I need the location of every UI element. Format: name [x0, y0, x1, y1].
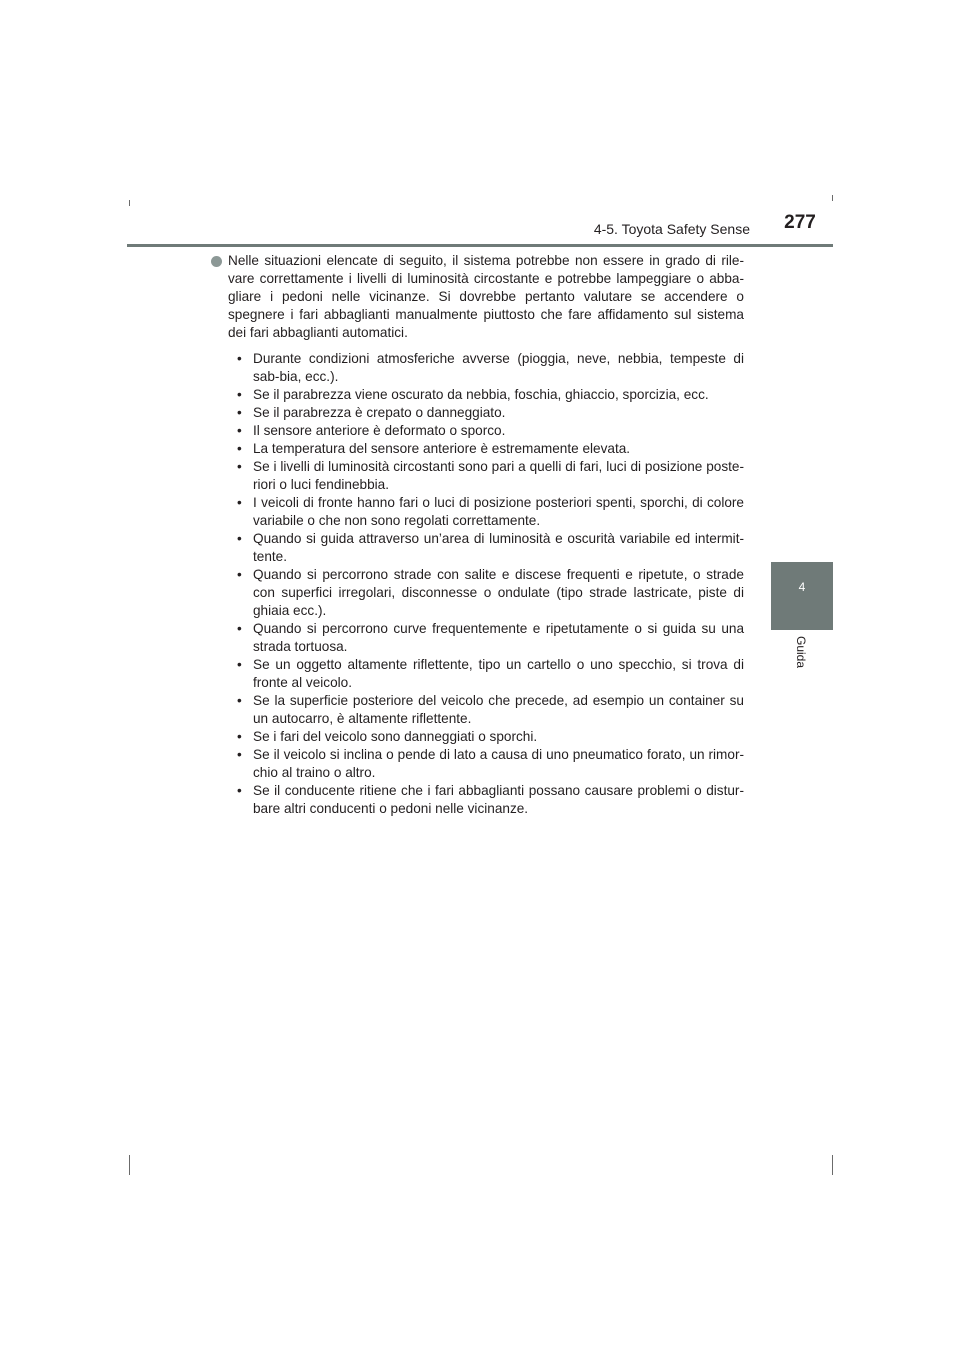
bullet-icon: •	[237, 387, 242, 402]
bullet-icon: •	[237, 405, 242, 420]
crop-mark-top-left	[129, 200, 130, 206]
bullet-icon: •	[237, 441, 242, 456]
list-item	[228, 782, 744, 818]
list-item	[228, 530, 744, 566]
bullet-icon: •	[237, 621, 242, 636]
chapter-label: Guida	[794, 635, 808, 669]
list-item	[228, 422, 744, 440]
list-item-text: Se il conducente ritiene che i fari abbaglianti possano causare problemi o distur-bare altri conducenti o pedoni nelle vicinanze.	[253, 783, 744, 816]
bullet-icon: •	[237, 459, 242, 474]
list-item-text: Se il parabrezza viene oscurato da nebbia, foschia, ghiaccio, sporcizia, ecc.	[253, 387, 709, 402]
bullet-icon: •	[237, 495, 242, 510]
list-item-text: Quando si percorrono curve frequentemente e ripetutamente o si guida su una strada tortuosa.	[253, 621, 744, 654]
main-content	[228, 252, 744, 818]
list-item-text: Se il veicolo si inclina o pende di lato a causa di uno pneumatico forato, un rimor-chio al traino o altro.	[253, 747, 744, 780]
header-divider	[127, 244, 833, 247]
list-item	[228, 494, 744, 530]
list-item	[228, 566, 744, 620]
list-item	[228, 440, 744, 458]
conditions-list	[228, 350, 744, 818]
list-item	[228, 620, 744, 656]
bullet-icon: •	[237, 351, 242, 366]
chapter-label-container	[793, 632, 809, 672]
list-item	[228, 404, 744, 422]
bullet-icon: •	[237, 567, 242, 582]
chapter-number: 4	[798, 580, 806, 594]
intro-paragraph	[228, 252, 744, 342]
list-item-text: Se i fari del veicolo sono danneggiati o sporchi.	[253, 729, 538, 744]
bullet-icon: •	[237, 531, 242, 546]
list-item	[228, 386, 744, 404]
list-item-text: Se la superficie posteriore del veicolo che precede, ad esempio un container su un autocarro, è altamente riflettente.	[253, 693, 744, 726]
list-item-text: Il sensore anteriore è deformato o sporco.	[253, 423, 506, 438]
page-header	[127, 212, 833, 246]
crop-mark-bottom-right	[832, 1155, 833, 1175]
list-item	[228, 746, 744, 782]
chapter-tab	[771, 562, 833, 630]
list-item	[228, 350, 744, 386]
page-number: 277	[784, 212, 816, 233]
bullet-icon: •	[237, 729, 242, 744]
list-item	[228, 692, 744, 728]
list-item-text: Quando si guida attraverso un’area di luminosità e oscurità variabile ed intermit-tente.	[253, 531, 744, 564]
bullet-icon: •	[237, 783, 242, 798]
list-item-text: Se il parabrezza è crepato o danneggiato.	[253, 405, 506, 420]
list-item	[228, 728, 744, 746]
list-item-text: Se un oggetto altamente riflettente, tipo un cartello o uno specchio, si trova di fronte al veicolo.	[253, 657, 744, 690]
crop-mark-top-right	[832, 195, 833, 201]
circle-bullet-icon	[211, 256, 222, 267]
bullet-icon: •	[237, 693, 242, 708]
crop-mark-bottom-left	[129, 1155, 130, 1175]
list-item-text: Se i livelli di luminosità circostanti sono pari a quelli di fari, luci di posizione poste-riori o luci fendinebbia.	[253, 459, 744, 492]
bullet-icon: •	[237, 657, 242, 672]
list-item-text: Durante condizioni atmosferiche avverse (pioggia, neve, nebbia, tempeste di sab-bia, ecc.).	[253, 351, 744, 384]
bullet-icon: •	[237, 423, 242, 438]
section-title: 4-5. Toyota Safety Sense	[593, 221, 750, 237]
intro-text: Nelle situazioni elencate di seguito, il sistema potrebbe non essere in grado di rile-vare correttamente i livelli di luminosità circostante e potrebbe lampeggiare o abba-gliare i pedoni nelle vicinanze. Si dovrebbe pertanto valutare se accendere o spegnere i fari abbaglianti manualmente piuttosto che fare affidamento sul sistema dei fari abbaglianti automatici.	[228, 253, 744, 340]
bullet-icon: •	[237, 747, 242, 762]
list-item-text: I veicoli di fronte hanno fari o luci di posizione posteriori spenti, sporchi, di colore variabile o che non sono regolati correttamente.	[253, 495, 744, 528]
list-item-text: Quando si percorrono strade con salite e discese frequenti e ripetute, o strade con superfici irregolari, disconnesse o ondulate (tipo strade lastricate, piste di ghiaia ecc.).	[253, 567, 744, 618]
list-item	[228, 458, 744, 494]
list-item-text: La temperatura del sensore anteriore è estremamente elevata.	[253, 441, 631, 456]
list-item	[228, 656, 744, 692]
